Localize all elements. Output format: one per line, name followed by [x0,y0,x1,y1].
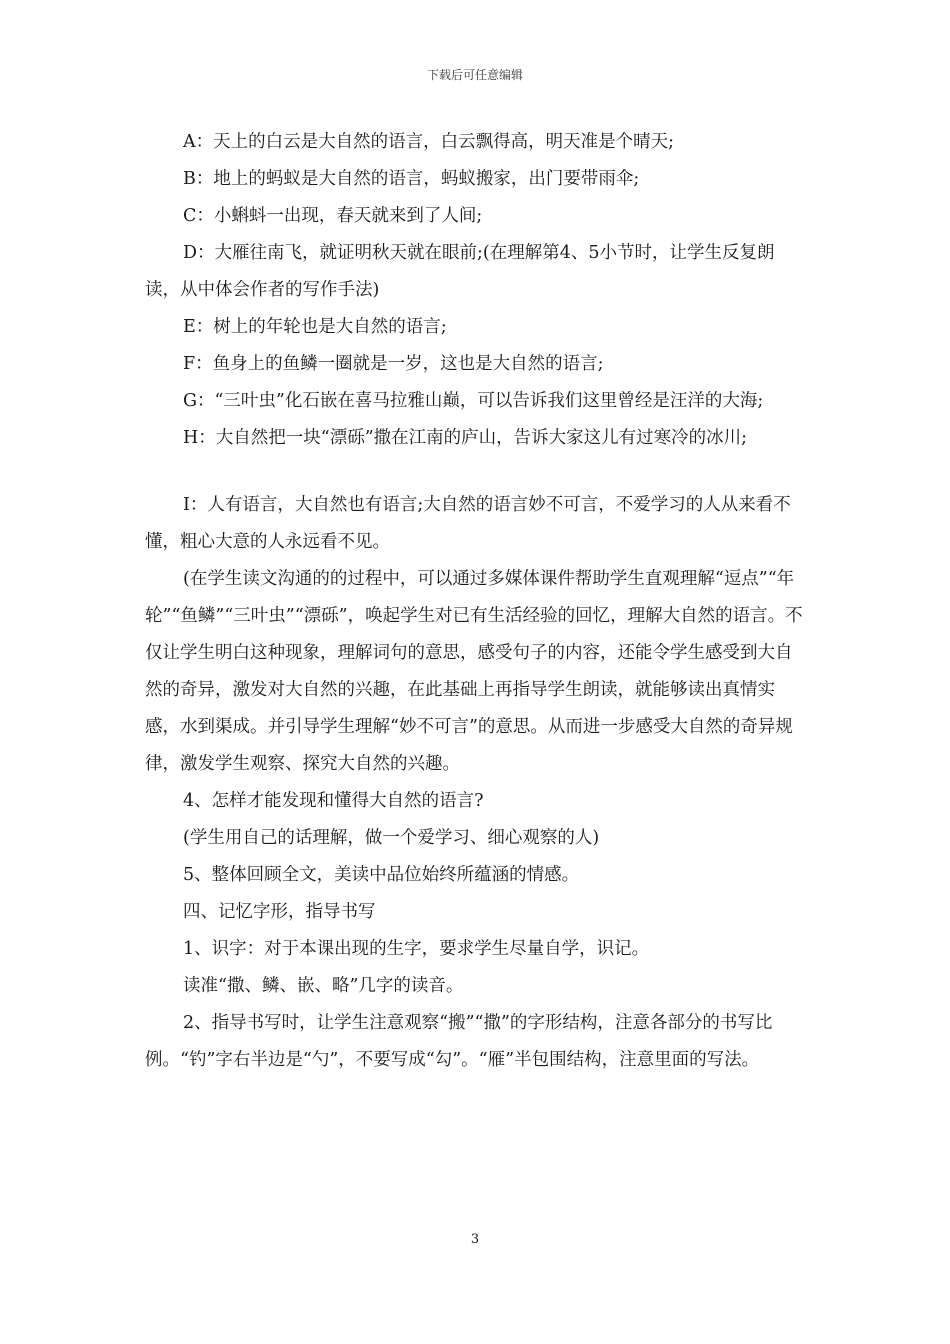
paragraph-i: I：人有语言，大自然也有语言;大自然的语言妙不可言，不爱学习的人从来看不懂，粗心大意的人永远看不见。 [145,495,791,552]
paragraph-b: B：地上的蚂蚁是大自然的语言，蚂蚁搬家，出门要带雨伞; [183,169,640,189]
paragraph-c: C：小蝌蚪一出现，春天就来到了人间; [183,206,483,226]
paragraph-e: E：树上的年轮也是大自然的语言; [183,317,447,337]
step-5: 5、整体回顾全文，美读中品位始终所蕴涵的情感。 [183,865,580,885]
pronunciation-note: 读准“撒、鳞、嵌、略”几字的读音。 [183,976,464,996]
paragraph-gap [145,457,807,487]
step-4-question: 4、怎样才能发现和懂得大自然的语言? [183,791,484,811]
page-header: 下载后可任意编辑 [426,68,523,82]
paragraph-a: A：天上的白云是大自然的语言，白云飘得高，明天准是个晴天; [183,132,675,152]
section-heading-4: 四、记忆字形，指导书写 [183,902,376,922]
paragraph-g: G：“三叶虫”化石嵌在喜马拉雅山巅，可以告诉我们这里曾经是汪洋的大海; [183,391,764,411]
literacy-step-1: 1、识字：对于本课出现的生字，要求学生尽量自学，识记。 [183,939,650,959]
paragraph-h: H：大自然把一块“漂砾”撒在江南的庐山，告诉大家这儿有过寒冷的冰川; [183,428,748,448]
page-number: 3 [470,1232,480,1247]
paragraph-d: D：大雁往南飞，就证明秋天就在眼前;(在理解第4、5小节时，让学生反复朗读，从中体会作者的写作手法) [145,243,775,300]
document-body [145,124,807,1079]
writing-step-2: 2、指导书写时，让学生注意观察“搬”“撒”的字形结构，注意各部分的书写比例。“钓”字右半边是“勺”，不要写成“勾”。“雁”半包围结构，注意里面的写法。 [145,1013,773,1070]
step-4-note: (学生用自己的话理解，做一个爱学习、细心观察的人) [183,828,600,848]
paragraph-f: F：鱼身上的鱼鳞一圈就是一岁，这也是大自然的语言; [183,354,604,374]
teaching-note-paragraph: (在学生读文沟通的的过程中，可以通过多媒体课件帮助学生直观理解“逗点”“年轮”“鱼鳞”“三叶虫”“漂砾”，唤起学生对已有生活经验的回忆，理解大自然的语言。不仅让学生明白这种现象，理解词句的意思，感受句子的内容，还能令学生感受到大自然的奇异，激发对大自然的兴趣，在此基础上再指导学生朗读，就能够读出真情实感，水到渠成。并引导学生理解“妙不可言”的意思。从而进一步感受大自然的奇异规律，激发学生观察、探究大自然的兴趣。 [145,569,803,774]
